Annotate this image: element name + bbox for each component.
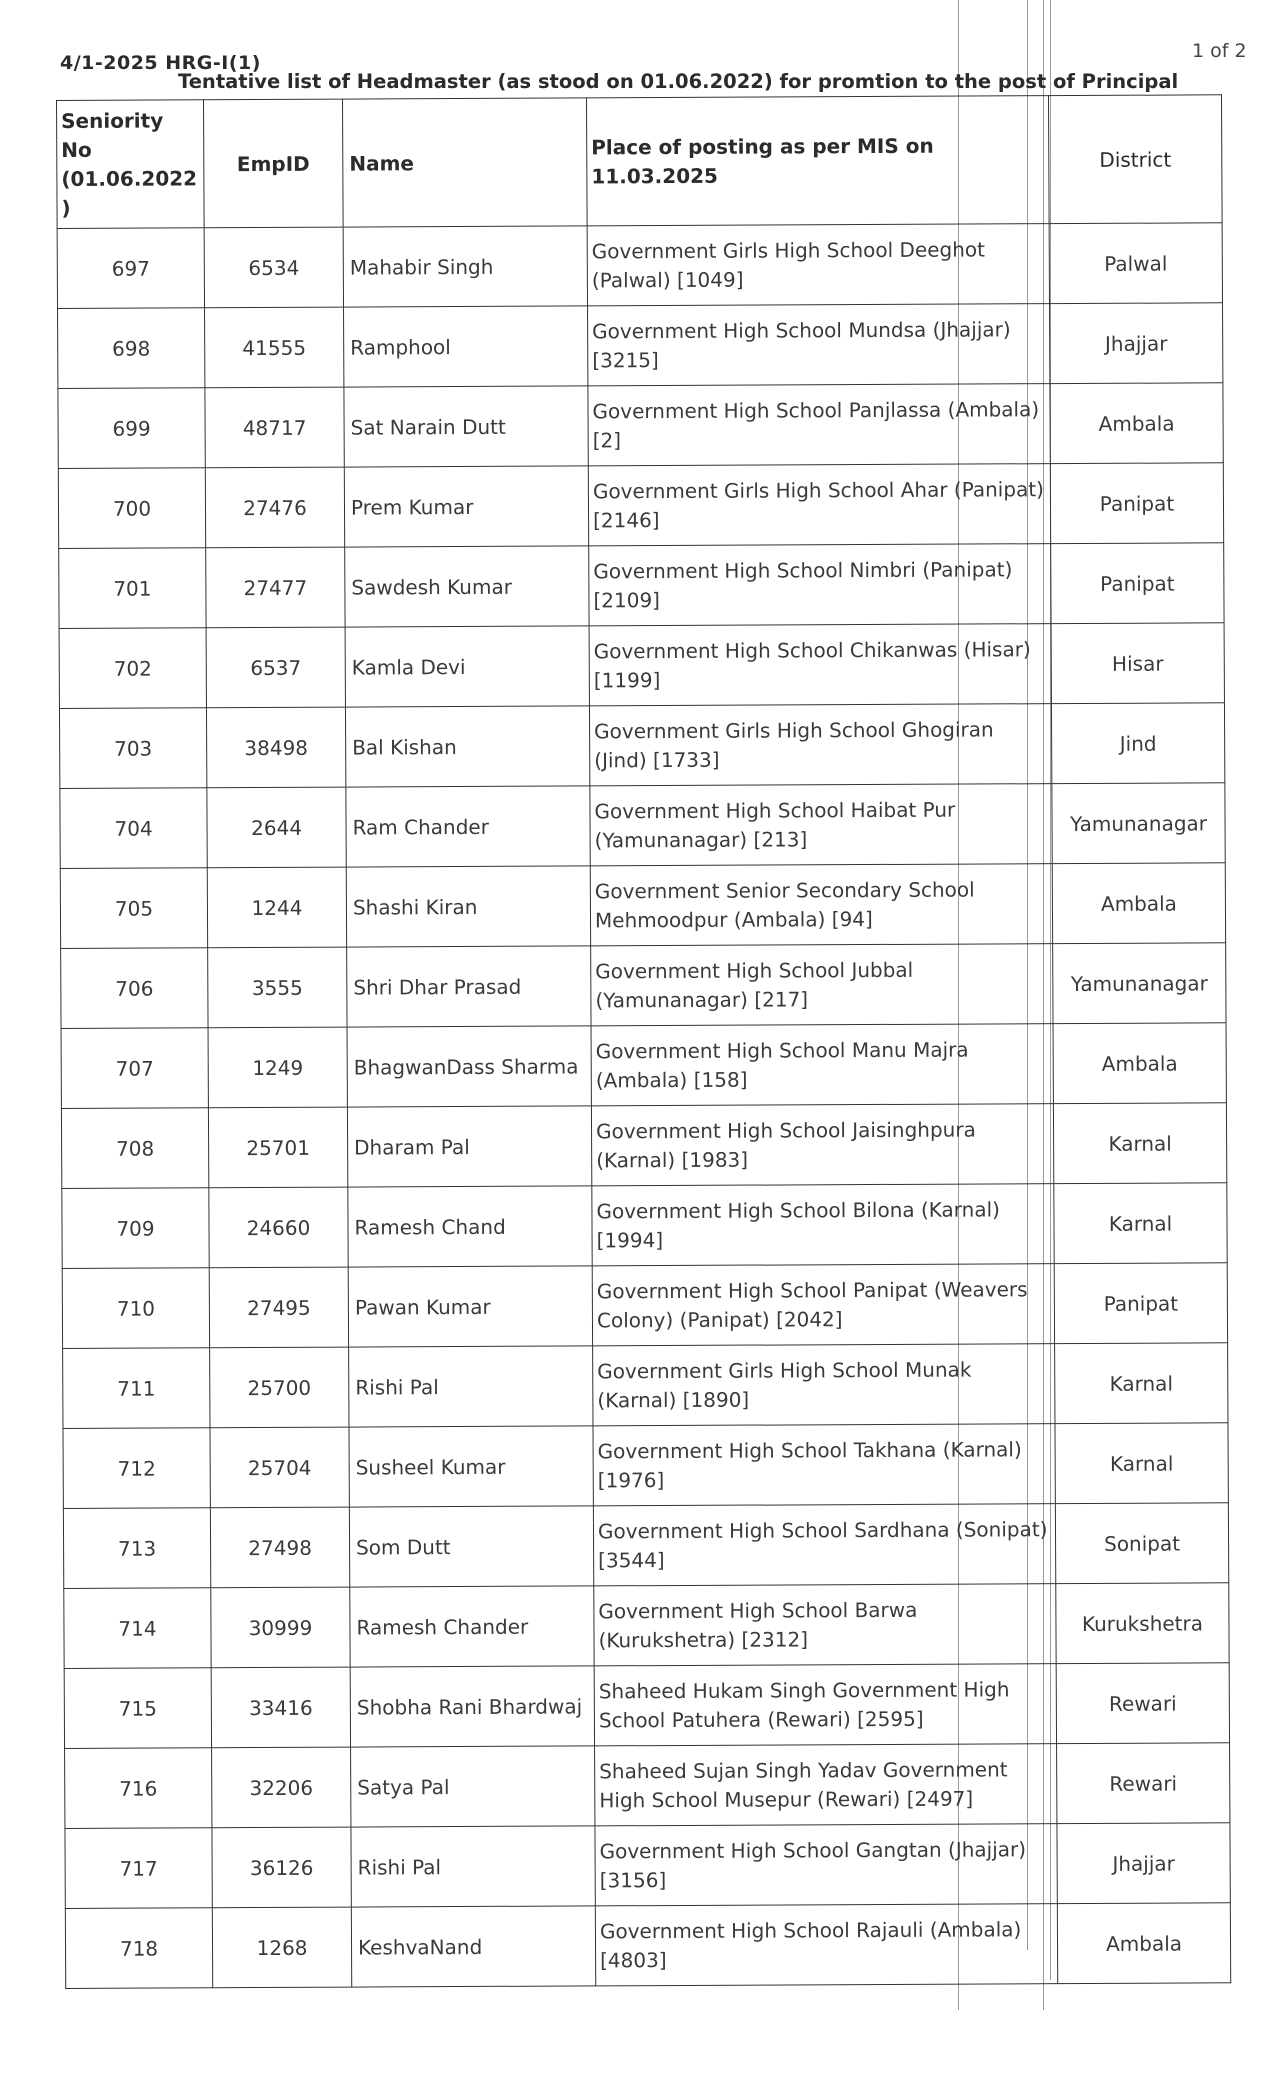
place-cell: Government High School Haibat Pur (Yamunanagar) [213] <box>590 784 1052 866</box>
seniority-cell: 714 <box>64 1588 211 1669</box>
empid-cell: 38498 <box>206 707 345 788</box>
place-cell: Government Girls High School Ahar (Panipat) [2146] <box>588 464 1050 546</box>
name-cell: Rishi Pal <box>351 1826 595 1907</box>
name-cell: Ram Chander <box>346 786 590 867</box>
name-cell: Ramesh Chand <box>348 1186 592 1267</box>
name-cell: KeshvaNand <box>351 1906 595 1987</box>
place-cell: Government High School Mundsa (Jhajjar) [3215] <box>588 304 1050 386</box>
empid-cell: 27498 <box>210 1507 349 1588</box>
district-cell: Hisar <box>1051 623 1224 704</box>
seniority-cell: 715 <box>64 1668 211 1749</box>
name-cell: Satya Pal <box>351 1746 595 1827</box>
seniority-cell: 703 <box>59 708 206 789</box>
seniority-cell: 713 <box>63 1508 210 1589</box>
name-cell: Bal Kishan <box>345 706 589 787</box>
district-cell: Karnal <box>1054 1183 1227 1264</box>
name-cell: Shashi Kiran <box>346 866 590 947</box>
district-cell: Jhajjar <box>1050 303 1223 384</box>
empid-cell: 32206 <box>212 1747 351 1828</box>
name-cell: Sawdesh Kumar <box>345 546 589 627</box>
page-number: 1 of 2 <box>1192 40 1247 62</box>
empid-cell: 48717 <box>205 387 344 468</box>
name-cell: Prem Kumar <box>344 466 588 547</box>
column-header-name: Name <box>342 98 587 227</box>
seniority-cell: 698 <box>58 308 205 389</box>
seniority-cell: 718 <box>65 1908 212 1989</box>
name-cell: Shri Dhar Prasad <box>347 946 591 1027</box>
seniority-cell: 704 <box>60 788 207 869</box>
table-row <box>65 1743 1230 1829</box>
column-header-place: Place of posting as per MIS on 11.03.2025 <box>586 96 1049 226</box>
empid-cell: 27477 <box>206 547 345 628</box>
place-cell: Government High School Barwa (Kurukshetra) [2312] <box>594 1584 1056 1666</box>
table-row <box>60 863 1225 949</box>
seniority-cell: 710 <box>62 1268 209 1349</box>
empid-cell: 25704 <box>210 1427 349 1508</box>
name-cell: Ramesh Chander <box>350 1586 594 1667</box>
district-cell: Karnal <box>1055 1343 1228 1424</box>
district-cell: Sonipat <box>1055 1503 1228 1584</box>
table-row <box>61 1103 1226 1189</box>
name-cell: Rishi Pal <box>349 1346 593 1427</box>
place-cell: Government High School Gangtan (Jhajjar) [3156] <box>595 1824 1057 1906</box>
table-row <box>64 1583 1229 1669</box>
table-row <box>62 1183 1227 1269</box>
column-header-empid: EmpID <box>204 99 344 228</box>
name-cell: Sat Narain Dutt <box>344 386 588 467</box>
table-row <box>65 1903 1230 1989</box>
table-row <box>59 623 1224 709</box>
name-cell: Shobha Rani Bhardwaj <box>350 1666 594 1747</box>
seniority-cell: 697 <box>57 228 204 309</box>
empid-cell: 27495 <box>209 1267 348 1348</box>
empid-cell: 1244 <box>207 867 346 948</box>
place-cell: Government High School Jaisinghpura (Karnal) [1983] <box>591 1104 1053 1186</box>
place-cell: Government High School Panjlassa (Ambala) [2] <box>588 384 1050 466</box>
table-row <box>58 383 1223 469</box>
place-cell: Government High School Panipat (Weavers Colony) (Panipat) [2042] <box>592 1264 1054 1346</box>
district-cell: Ambala <box>1052 863 1225 944</box>
district-cell: Karnal <box>1055 1423 1228 1504</box>
table-row <box>63 1503 1228 1589</box>
table-header-row <box>57 95 1223 229</box>
empid-cell: 25700 <box>210 1347 349 1428</box>
place-cell: Government Girls High School Ghogiran (Jind) [1733] <box>589 704 1051 786</box>
seniority-cell: 709 <box>62 1188 209 1269</box>
empid-cell: 2644 <box>207 787 346 868</box>
name-cell: Kamla Devi <box>345 626 589 707</box>
name-cell: BhagwanDass Sharma <box>347 1026 591 1107</box>
empid-cell: 1268 <box>212 1907 351 1988</box>
table-row <box>65 1823 1230 1909</box>
empid-cell: 36126 <box>212 1827 351 1908</box>
seniority-cell: 707 <box>61 1028 208 1109</box>
district-cell: Panipat <box>1051 543 1224 624</box>
district-cell: Yamunanagar <box>1053 943 1226 1024</box>
seniority-cell: 712 <box>63 1428 210 1509</box>
empid-cell: 33416 <box>211 1667 350 1748</box>
name-cell: Susheel Kumar <box>349 1426 593 1507</box>
empid-cell: 3555 <box>208 947 347 1028</box>
empid-cell: 27476 <box>205 467 344 548</box>
district-cell: Panipat <box>1054 1263 1227 1344</box>
empid-cell: 41555 <box>205 307 344 388</box>
table-row <box>62 1263 1227 1349</box>
seniority-cell: 708 <box>61 1108 208 1189</box>
seniority-cell: 702 <box>59 628 206 709</box>
district-cell: Rewari <box>1056 1663 1229 1744</box>
document-title: Tentative list of Headmaster (as stood on 01.06.2022) for promtion to the post of Principal <box>178 70 1179 93</box>
seniority-cell: 701 <box>59 548 206 629</box>
place-cell: Shaheed Sujan Singh Yadav Government High School Musepur (Rewari) [2497] <box>595 1744 1057 1826</box>
table-row <box>58 463 1223 549</box>
place-cell: Government Girls High School Deeghot (Palwal) [1049] <box>587 224 1049 306</box>
district-cell: Kurukshetra <box>1056 1583 1229 1664</box>
place-cell: Government High School Bilona (Karnal) [1994] <box>592 1184 1054 1266</box>
document-reference: 4/1-2025 HRG-I(1) <box>60 52 261 74</box>
place-cell: Government High School Jubbal (Yamunanagar) [217] <box>591 944 1053 1026</box>
empid-cell: 25701 <box>208 1107 347 1188</box>
seniority-cell: 699 <box>58 388 205 469</box>
empid-cell: 1249 <box>208 1027 347 1108</box>
table-row <box>58 303 1223 389</box>
district-cell: Yamunanagar <box>1052 783 1225 864</box>
district-cell: Jhajjar <box>1057 1823 1230 1904</box>
place-cell: Government High School Rajauli (Ambala) [4803] <box>595 1904 1057 1986</box>
place-cell: Government High School Manu Majra (Ambala) [158] <box>591 1024 1053 1106</box>
table-row <box>61 943 1226 1029</box>
empid-cell: 30999 <box>211 1587 350 1668</box>
column-header-district: District <box>1048 95 1222 224</box>
empid-cell: 6534 <box>204 227 343 308</box>
place-cell: Shaheed Hukam Singh Government High School Patuhera (Rewari) [2595] <box>594 1664 1056 1746</box>
seniority-cell: 716 <box>65 1748 212 1829</box>
place-cell: Government High School Takhana (Karnal) [1976] <box>593 1424 1055 1506</box>
place-cell: Government High School Chikanwas (Hisar) [1199] <box>589 624 1051 706</box>
table-row <box>60 783 1225 869</box>
column-header-seniority: Seniority No (01.06.2022 ) <box>57 100 205 229</box>
table-row <box>64 1663 1229 1749</box>
table-row <box>57 223 1222 309</box>
seniority-cell: 700 <box>58 468 205 549</box>
name-cell: Som Dutt <box>349 1506 593 1587</box>
seniority-cell: 706 <box>61 948 208 1029</box>
table-row <box>59 543 1224 629</box>
seniority-table <box>56 94 1231 1989</box>
district-cell: Jind <box>1051 703 1224 784</box>
place-cell: Government Girls High School Munak (Karnal) [1890] <box>593 1344 1055 1426</box>
seniority-cell: 717 <box>65 1828 212 1909</box>
district-cell: Palwal <box>1049 223 1222 304</box>
empid-cell: 24660 <box>209 1187 348 1268</box>
name-cell: Pawan Kumar <box>348 1266 592 1347</box>
table-row <box>63 1343 1228 1429</box>
empid-cell: 6537 <box>206 627 345 708</box>
table-row <box>63 1423 1228 1509</box>
place-cell: Government High School Sardhana (Sonipat) [3544] <box>593 1504 1055 1586</box>
district-cell: Ambala <box>1050 383 1223 464</box>
table-body <box>57 223 1231 1989</box>
district-cell: Rewari <box>1057 1743 1230 1824</box>
table-row <box>61 1023 1226 1109</box>
district-cell: Ambala <box>1057 1903 1230 1984</box>
seniority-cell: 711 <box>63 1348 210 1429</box>
name-cell: Dharam Pal <box>347 1106 591 1187</box>
district-cell: Karnal <box>1053 1103 1226 1184</box>
seniority-cell: 705 <box>60 868 207 949</box>
place-cell: Government Senior Secondary School Mehmoodpur (Ambala) [94] <box>590 864 1052 946</box>
name-cell: Mahabir Singh <box>343 226 587 307</box>
name-cell: Ramphool <box>344 306 588 387</box>
place-cell: Government High School Nimbri (Panipat) [2109] <box>589 544 1051 626</box>
district-cell: Panipat <box>1050 463 1223 544</box>
table-row <box>59 703 1224 789</box>
district-cell: Ambala <box>1053 1023 1226 1104</box>
